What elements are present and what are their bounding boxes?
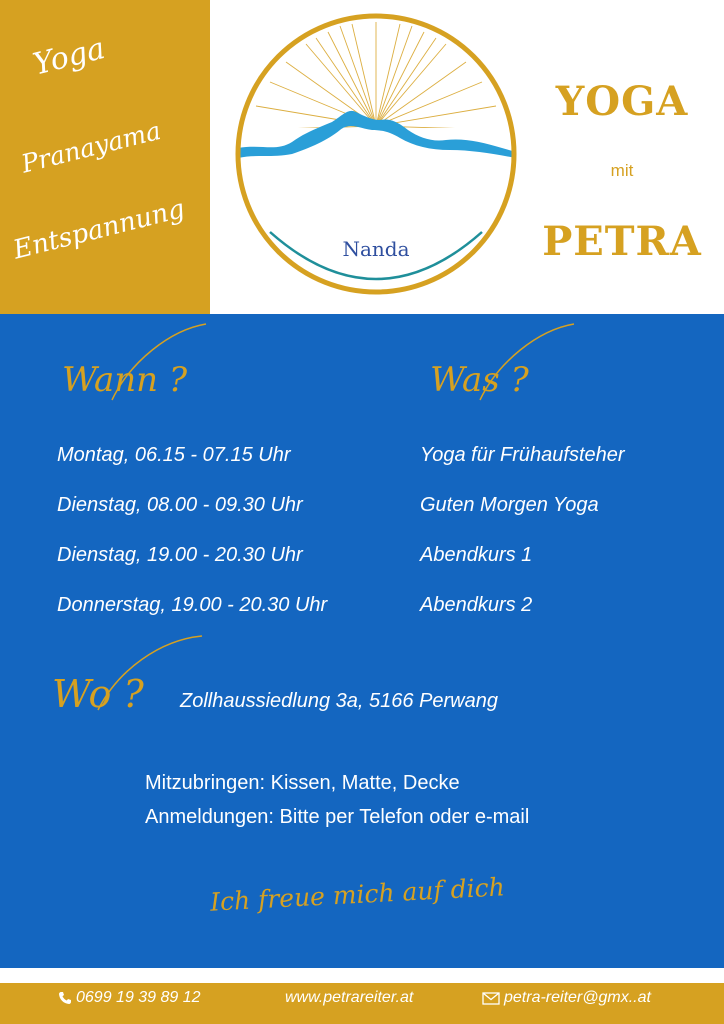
schedule-what-3: Abendkurs 1 bbox=[420, 544, 533, 566]
logo-text: Nanda bbox=[342, 237, 410, 261]
heading-was: Was ? bbox=[430, 360, 529, 400]
schedule-when-2: Dienstag, 08.00 - 09.30 Uhr bbox=[57, 494, 303, 516]
website-url: www.petrareiter.at bbox=[285, 989, 414, 1006]
registration-note: Anmeldungen: Bitte per Telefon oder e-mail bbox=[145, 806, 530, 828]
envelope-icon bbox=[482, 992, 500, 1005]
footer-website-link[interactable] bbox=[285, 989, 413, 1007]
script-word-entspannung: Entspannung bbox=[10, 194, 188, 266]
location-address: Zollhaussiedlung 3a, 5166 Perwang bbox=[180, 690, 498, 712]
phone-icon bbox=[58, 991, 72, 1005]
script-word-pranayama: Pranayama bbox=[18, 115, 164, 179]
contact-footer bbox=[0, 983, 724, 1024]
title-petra: PETRA bbox=[542, 218, 702, 265]
closing-line: Ich freue mich auf dich bbox=[209, 872, 506, 917]
footer-email-link[interactable] bbox=[482, 989, 651, 1007]
schedule-when-4: Donnerstag, 19.00 - 20.30 Uhr bbox=[57, 594, 328, 616]
phone-number: 0699 19 39 89 12 bbox=[76, 989, 201, 1006]
schedule-what-4: Abendkurs 2 bbox=[420, 594, 533, 616]
title-mit: mit bbox=[610, 161, 634, 180]
email-address: petra-reiter@gmx..at bbox=[504, 989, 651, 1006]
schedule-what-2: Guten Morgen Yoga bbox=[420, 494, 599, 516]
sun-rays bbox=[248, 22, 504, 130]
schedule-when-1: Montag, 06.15 - 07.15 Uhr bbox=[57, 444, 291, 466]
script-banner bbox=[0, 0, 210, 314]
bring-note: Mitzubringen: Kissen, Matte, Decke bbox=[145, 772, 460, 794]
nanda-logo bbox=[232, 8, 520, 300]
heading-wo: Wo ? bbox=[52, 672, 144, 716]
footer-phone[interactable] bbox=[58, 989, 201, 1007]
heading-wann: Wann ? bbox=[62, 360, 188, 400]
schedule-what-1: Yoga für Frühaufsteher bbox=[420, 444, 625, 466]
title-yoga: YOGA bbox=[555, 78, 689, 125]
schedule-when-3: Dienstag, 19.00 - 20.30 Uhr bbox=[57, 544, 303, 566]
script-word-yoga: Yoga bbox=[29, 31, 109, 83]
